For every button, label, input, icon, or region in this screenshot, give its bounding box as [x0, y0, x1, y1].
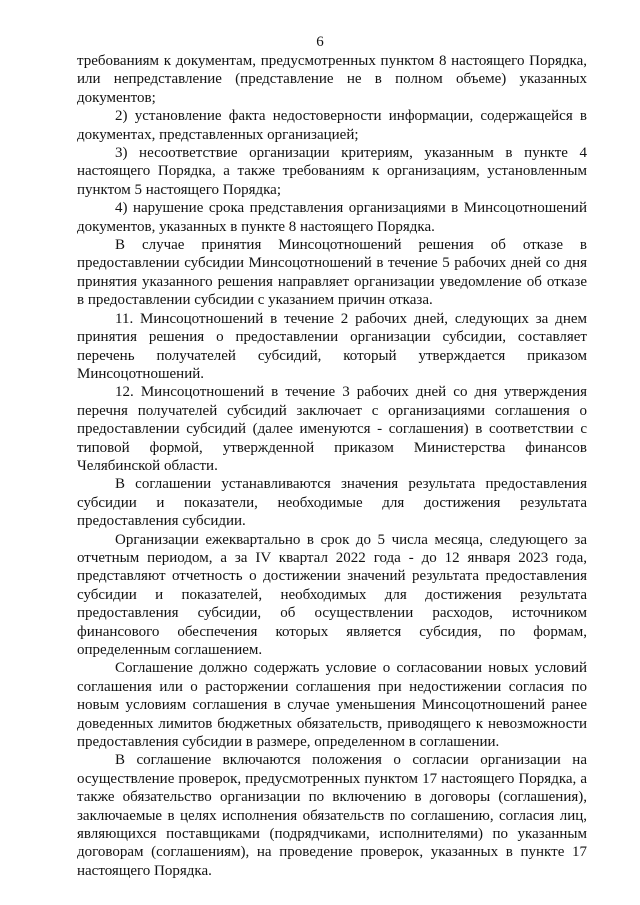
- paragraph-clause-11: 11. Минсоцотношений в течение 2 рабочих дней, следующих за днем принятия решения о предоставлении организации субсидии, составляет перечень получателей субсидий, который утверждается приказом Минсоцотношений.: [77, 310, 587, 382]
- paragraph-item-2: 2) установление факта недостоверности информации, содержащейся в документах, представленных организацией;: [77, 108, 587, 143]
- paragraph-item-3: 3) несоответствие организации критериям, указанным в пункте 4 настоящего Порядка, а также требованиям к организациям, установленным пунктом 5 настоящего Порядка;: [77, 145, 587, 198]
- paragraph-item-4: 4) нарушение срока представления организациями в Минсоцотношений документов, указанных в пункте 8 настоящего Порядка.: [77, 200, 587, 235]
- paragraph-inspections: В соглашение включаются положения о согласии организации на осуществление проверок, предусмотренных пунктом 17 настоящего Порядка, а также обязательство организации по включению в договоры (соглашения), заключаемые в целях исполнения обязательств по соглашению, согласия лиц, являющихся поставщиками (подрядчиками, исполнителями) по указанным договорам (соглашениям), на проведение проверок, указанных в пункте 17 настоящего Порядка.: [77, 752, 587, 879]
- paragraph-reporting: Организации ежеквартально в срок до 5 числа месяца, следующего за отчетным периодом, а за IV квартал 2022 года - до 12 января 2023 года, представляют отчетность о достижении значений результата предоставления субсидии и показателей, необходимых для достижения результата предоставления субсидии, об осуществлении расходов, источником финансового обеспечения которых является субсидия, по формам, определенным соглашением.: [77, 531, 587, 658]
- page-number: 6: [316, 34, 324, 50]
- paragraph-agreement-results: В соглашении устанавливаются значения результата предоставления субсидии и показатели, необходимые для достижения результата предоставления субсидии.: [77, 476, 587, 530]
- paragraph-agreement-conditions: Соглашение должно содержать условие о согласовании новых условий соглашения или о расторжении соглашения при недостижении согласия по новым условиям соглашения в случае уменьшения Минсоцотношений ранее доведенных лимитов бюджетных обязательств, приводящего к невозможности предоставления субсидии в размере, определенном в соглашении.: [77, 660, 587, 751]
- paragraph-continuation: требованиям к документам, предусмотренных пунктом 8 настоящего Порядка, или непредставление (представление не в полном объеме) указанных документов;: [77, 53, 587, 106]
- paragraph-refusal-notice: В случае принятия Минсоцотношений решения об отказе в предоставлении субсидии Минсоцотношений в течение 5 рабочих дней со дня принятия указанного решения направляет организации уведомление об отказе в предоставлении субсидии с указанием причин отказа.: [77, 237, 587, 309]
- document-body: [77, 52, 587, 880]
- paragraph-clause-12: 12. Минсоцотношений в течение 3 рабочих дней со дня утверждения перечня получателей субсидий заключает с организациями соглашения о предоставлении субсидий (далее именуются - соглашения) в соответствии с типовой формой, утвержденной приказом Министерства финансов Челябинской области.: [77, 384, 587, 474]
